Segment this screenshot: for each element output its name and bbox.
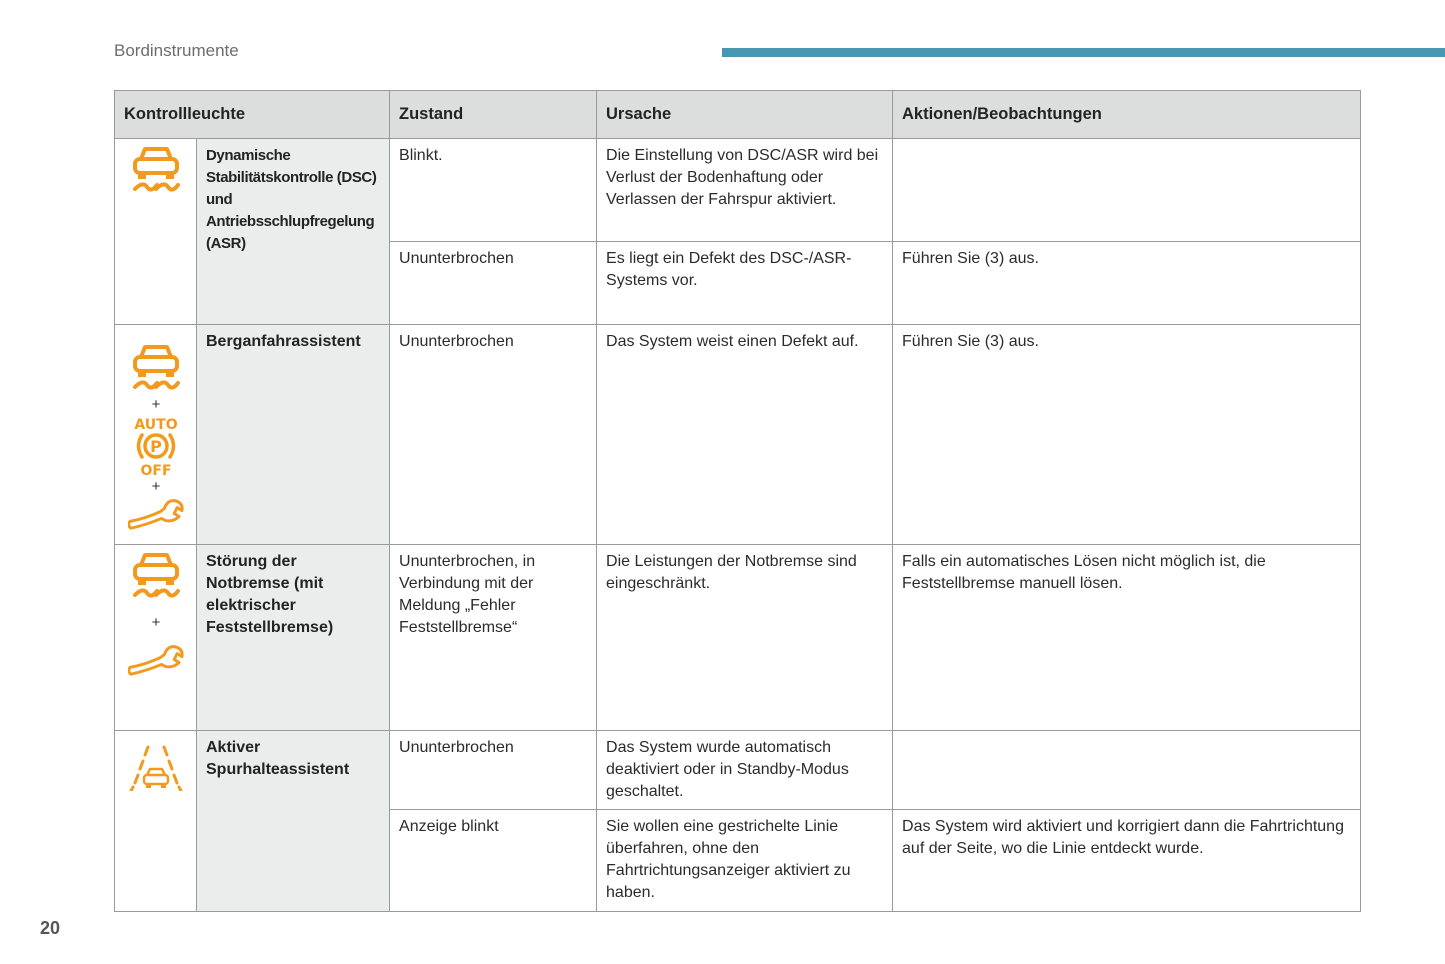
auto-park-off-icon — [129, 415, 183, 477]
table-row — [115, 325, 1361, 545]
aktion-cell: Führen Sie (3) aus. — [893, 325, 1361, 545]
aktion-cell: Falls ein automatisches Lösen nicht möglich ist, die Feststellbremse manuell lösen. — [893, 545, 1361, 731]
ursache-cell: Die Leistungen der Notbremse sind eingeschränkt. — [597, 545, 893, 731]
plus-sign: + — [151, 396, 161, 413]
header-accent-bar — [722, 48, 1445, 57]
column-header-aktionen: Aktionen/Beobachtungen — [893, 91, 1361, 139]
warning-light-name: Störung der Notbremse (mit elektrischer Feststellbremse) — [197, 545, 390, 731]
icon-cell — [115, 731, 197, 912]
zustand-cell: Anzeige blinkt — [390, 810, 597, 912]
page-number: 20 — [40, 918, 61, 938]
aktion-cell — [893, 731, 1361, 810]
ursache-cell: Das System wurde automatisch deaktiviert oder in Standby-Modus geschaltet. — [597, 731, 893, 810]
auto-label: AUTO — [134, 417, 178, 433]
zustand-cell: Ununterbrochen, in Verbindung mit der Meldung „Fehler Feststellbremse“ — [390, 545, 597, 731]
zustand-cell: Ununterbrochen — [390, 325, 597, 545]
zustand-cell: Ununterbrochen — [390, 242, 597, 325]
table-row — [115, 139, 1361, 242]
ursache-cell: Das System weist einen Defekt auf. — [597, 325, 893, 545]
ursache-cell: Die Einstellung von DSC/ASR wird bei Verlust der Bodenhaftung oder Verlassen der Fahrspur aktiviert. — [597, 139, 893, 242]
plus-sign: + — [151, 614, 161, 631]
wrench-icon — [128, 643, 184, 677]
running-header-title: Bordinstrumente — [114, 41, 239, 60]
table-header-row — [115, 91, 1361, 139]
ursache-cell: Es liegt ein Defekt des DSC-/ASR-Systems vor. — [597, 242, 893, 325]
warning-light-name: Aktiver Spurhalteassistent — [197, 731, 390, 912]
dsc-asr-icon — [129, 343, 183, 395]
table-row — [115, 545, 1361, 731]
warning-lights-table — [114, 90, 1361, 912]
icon-cell — [115, 545, 197, 731]
off-label: OFF — [140, 463, 172, 477]
aktion-cell — [893, 139, 1361, 242]
plus-sign: + — [151, 478, 161, 495]
zustand-cell: Blinkt. — [390, 139, 597, 242]
wrench-icon — [128, 497, 184, 531]
ursache-cell: Sie wollen eine gestrichelte Linie überfahren, ohne den Fahrtrichtungsanzeiger aktiviert zu haben. — [597, 810, 893, 912]
icon-cell — [115, 325, 197, 545]
column-header-ursache: Ursache — [597, 91, 893, 139]
icon-cell — [115, 139, 197, 325]
table-row — [115, 731, 1361, 810]
aktion-cell: Führen Sie (3) aus. — [893, 242, 1361, 325]
dsc-asr-icon — [129, 551, 183, 603]
aktion-cell: Das System wird aktiviert und korrigiert dann die Fahrtrichtung auf der Seite, wo die Linie entdeckt wurde. — [893, 810, 1361, 912]
warning-light-name: Berganfahrassistent — [197, 325, 390, 545]
column-header-kontrollleuchte: Kontrollleuchte — [115, 91, 390, 139]
lane-assist-icon — [128, 745, 184, 791]
warning-light-name: Dynamische Stabilitätskontrolle (DSC) und Antriebsschlupfregelung (ASR) — [197, 139, 390, 325]
p-label: P — [150, 437, 162, 456]
column-header-zustand: Zustand — [390, 91, 597, 139]
dsc-asr-icon — [129, 145, 183, 197]
zustand-cell: Ununterbrochen — [390, 731, 597, 810]
